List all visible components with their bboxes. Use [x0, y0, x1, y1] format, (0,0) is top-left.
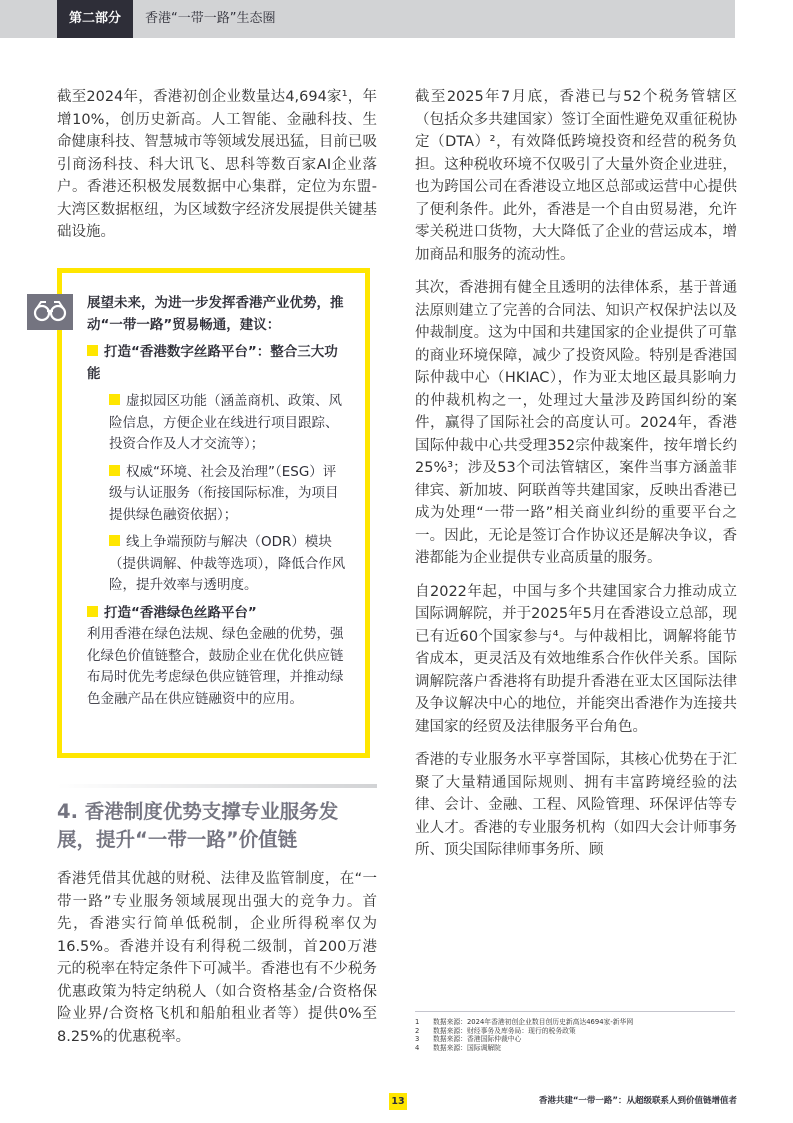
right-column	[415, 86, 737, 862]
left-column-intro	[57, 86, 377, 244]
recommendation-item-digital: 打造“香港数字丝路平台”：整合三大功能	[87, 344, 338, 382]
sub-item-virtual-park: 虚拟园区功能（涵盖商机、政策、风险信息，方便企业在线进行项目跟踪、投资合作及人才交流等）；	[109, 393, 342, 452]
legal-paragraph: 其次，香港拥有健全且透明的法律体系，基于普通法原则建立了完善的合同法、知识产权保护法以及仲裁制度。这为中国和共建国家的企业提供了可靠的商业环境保障，减少了投资风险。特别是香港国际仲裁中心（HKIAC），作为亚太地区最具影响力的仲裁机构之一，处理过大量涉及跨国纠纷的案件，赢得了国际社会的高度认可。2024年，香港国际仲裁中心共受理352宗仲裁案件，按年增长约25%³；涉及53个司法管辖区，案件当事方涵盖菲律宾、新加坡、阿联酋等共建国家，反映出香港已成为处理“一带一路”相关商业纠纷的重要平台之一。因此，无论是签订合作协议还是解决争议，香港都能为企业提供专业高质量的服务。	[415, 280, 737, 566]
page-number: 13	[389, 1093, 407, 1110]
recommendation-content	[87, 293, 349, 710]
footnote-rule	[415, 1011, 735, 1012]
footnote: 3 数据来源：香港国际仲裁中心	[415, 1035, 522, 1044]
tax-paragraph: 香港凭借其优越的财税、法律及监管制度，在“一带一路”专业服务领域展现出强大的竞争力。首先，香港实行简单低税制，企业所得税率仅为16.5%。香港并设有利得税二级制，首200万港元的税率在特定条件下可减半。香港也有不少税务优惠政策为特定纳税人（如合资格基金/合资格保险业界/合资格飞机和船舶租业者等）提供0%至8.25%的优惠税率。	[57, 871, 377, 1045]
startup-paragraph: 截至2024年，香港初创企业数量达4,694家¹，年增10%，创历史新高。人工智能、金融科技、生命健康科技、智慧城市等领域发展迅猛，目前已吸引商汤科技、科大讯飞、思科等数百家AI企业落户。香港还积极发展数据中心集群，定位为东盟-大湾区数据枢纽，为区域数字经济发展提供关键基础设施。	[57, 89, 377, 240]
mediation-paragraph: 自2022年起，中国与多个共建国家合力推动成立国际调解院，并于2025年5月在香港设立总部，现已有近60个国家参与⁴。与仲裁相比，调解将能节省成本，更灵活及有效地维系合作伙伴关系。国际调解院落户香港将有助提升香港在亚太区国际法律及争议解决中心的地位，并能突出香港作为连接共建国家的经贸及法律服务平台角色。	[415, 583, 737, 735]
footnote: 1 数据来源：2024年香港初创企业数目创历史新高达4694家-新华网	[415, 1018, 634, 1026]
professional-paragraph: 香港的专业服务水平享誉国际，其核心优势在于汇聚了大量精通国际规则、拥有丰富跨境经验的法律、会计、金融、工程、风险管理、环保评估等专业人才。香港的专业服务机构（如四大会计师事务所、顶尖国际律师事务所、顾	[415, 752, 737, 858]
bullet-square-icon	[87, 345, 98, 356]
bullet-square-icon	[109, 394, 120, 405]
footnotes	[415, 1018, 735, 1052]
bullet-square-icon	[109, 535, 120, 546]
recommendation-lead: 展望未来，为进一步发挥香港产业优势，推动“一带一路”贸易畅通，建议：	[87, 295, 344, 333]
section-part-label: 第二部分	[57, 0, 133, 38]
binoculars-icon	[27, 294, 73, 330]
section-divider	[57, 784, 377, 788]
footnote: 2 数据来源：财经事务及库务局：现行的税务政策	[415, 1026, 576, 1035]
footer-title: 香港共建“一带一路”：从超级联系人到价值链增值者	[538, 1096, 737, 1106]
recommendation-item-green: 打造“香港绿色丝路平台”	[87, 603, 349, 625]
green-platform-body: 利用香港在绿色法规、绿色金融的优势，强化绿色价值链整合，鼓励企业在优化供应链布局时优先考虑绿色供应链管理，并推动绿色金融产品在供应链融资中的应用。	[87, 626, 344, 707]
bullet-square-icon	[87, 606, 98, 617]
left-column-tax	[57, 868, 377, 1048]
section-title: 香港“一带一路”生态圈	[145, 11, 276, 26]
sub-item-esg: 权威“环境、社会及治理”（ESG）评级与认证服务（衔接国际标准，为项目提供绿色融资依据）；	[109, 463, 339, 523]
dta-paragraph: 截至2025年7月底，香港已与52个税务管辖区（包括众多共建国家）签订全面性避免双重征税协定（DTA）²，有效降低跨境投资和经营的税务负担。这种税收环境不仅吸引了大量外资企业进驻，也为跨国公司在香港设立地区总部或运营中心提供了便利条件。此外，香港是一个自由贸易港，允许零关税进口货物，大大降低了企业的营运成本，增加商品和服务的流动性。	[415, 89, 737, 263]
bullet-square-icon	[109, 465, 120, 476]
section-heading: 4. 香港制度优势支撑专业服务发展，提升“一带一路”价值链	[57, 800, 339, 851]
footnote: 4 数据来源：国际调解院	[415, 1043, 501, 1052]
sub-item-odr: 线上争端预防与解决（ODR）模块（提供调解、仲裁等选项），降低合作风险，提升效率与透明度。	[109, 534, 346, 593]
page-header	[0, 0, 735, 38]
